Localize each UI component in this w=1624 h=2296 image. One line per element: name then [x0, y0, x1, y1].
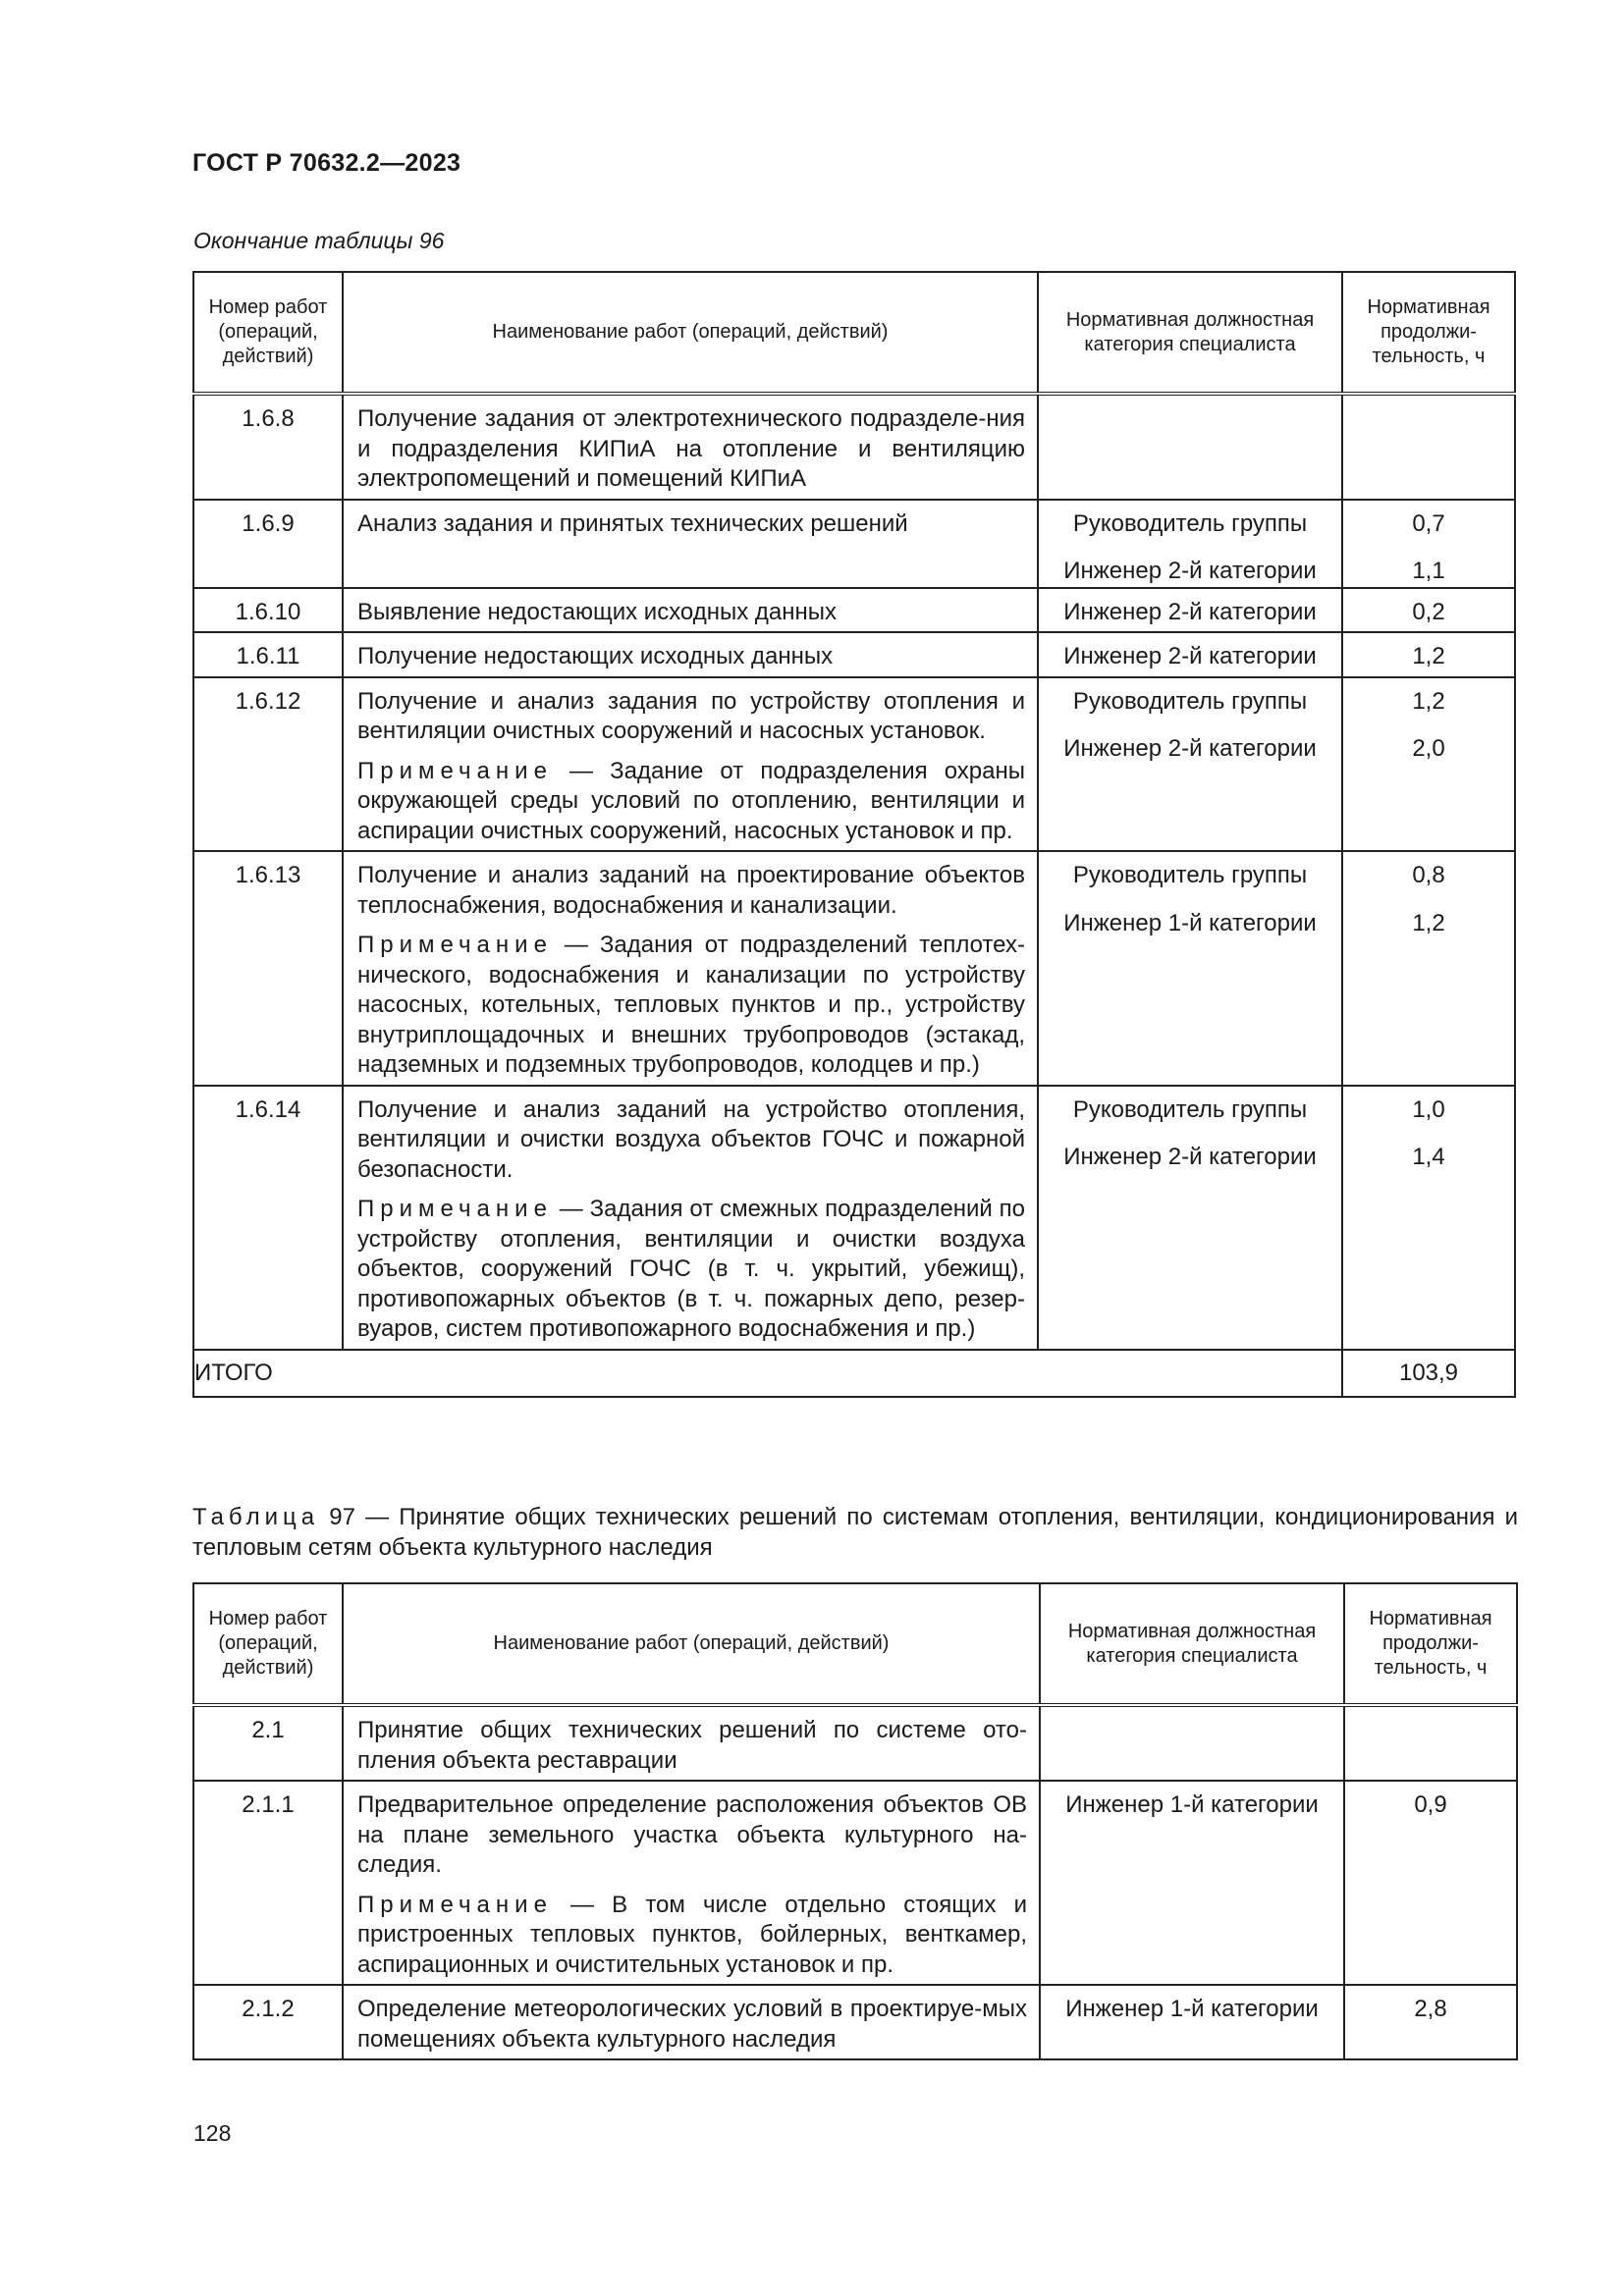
duration-value: 1,2 — [1412, 909, 1445, 936]
specialist-category: Инженер 2-й категории — [1063, 735, 1317, 762]
row-note — [357, 1891, 1027, 1981]
row-duration — [1342, 394, 1515, 500]
total-label: ИТОГО — [193, 1350, 1342, 1398]
specialist-category: Инженер 1-й категории — [1063, 909, 1317, 936]
note-text: — Задания от смежных подразделений по устройству отопления, вентиляции и очистки воздуха объектов, сооружений ГОЧС (в т. ч. укрытий, убежищ), противопожарных объектов (в т. ч. пожарных депо, резер-вуаров, систем противопожарного водоснабжения и пр.) — [357, 1196, 1025, 1342]
table-96 — [192, 271, 1516, 1398]
table-row — [193, 1086, 1515, 1350]
row-number: 1.6.12 — [193, 677, 343, 852]
row-note — [357, 757, 1025, 847]
row-number: 1.6.10 — [193, 588, 343, 633]
work-name-text: Принятие общих технических решений по системе ото-пления объекта реставрации — [357, 1717, 1027, 1774]
row-note — [357, 931, 1025, 1081]
row-specialist-category — [1038, 632, 1342, 677]
table-row — [193, 1705, 1517, 1781]
duration-value: 0,9 — [1414, 1791, 1447, 1818]
row-number: 2.1 — [193, 1705, 343, 1781]
row-work-name — [343, 394, 1038, 500]
work-name-text: Получение и анализ заданий на проектирование объектов теплоснабжения, водоснабжения и канализации. — [357, 862, 1025, 919]
specialist-category: Руководитель группы — [1072, 687, 1308, 715]
specialist-category: Инженер 1-й категории — [1065, 1791, 1319, 1818]
table-97-body — [193, 1583, 1517, 2059]
row-specialist-category — [1040, 1781, 1344, 1985]
note-label: Примечание — [357, 1196, 553, 1222]
duration-value: 1,0 — [1412, 1095, 1445, 1123]
duration-value: 1,2 — [1412, 643, 1445, 669]
row-number: 1.6.13 — [193, 851, 343, 1086]
row-work-name — [343, 1086, 1038, 1350]
row-work-name — [343, 1985, 1040, 2059]
work-name-text: Выявление недостающих исходных данных — [357, 598, 838, 625]
column-header-name: Наименование работ (операций, действий) — [343, 1583, 1040, 1705]
row-duration — [1342, 632, 1515, 677]
row-duration — [1342, 677, 1515, 852]
table-row — [193, 500, 1515, 588]
row-work-name — [343, 1705, 1040, 1781]
duration-value: 2,8 — [1414, 1996, 1447, 2022]
table-97 — [192, 1582, 1518, 2060]
table-row — [193, 1985, 1517, 2059]
table-row — [193, 851, 1515, 1086]
table-total-row — [193, 1350, 1515, 1398]
column-header-name: Наименование работ (операций, действий) — [343, 272, 1038, 394]
table-96-caption: Окончание таблицы 96 — [193, 228, 445, 253]
duration-value: 0,8 — [1412, 862, 1445, 888]
specialist-category: Инженер 2-й категории — [1063, 558, 1317, 584]
row-duration — [1342, 500, 1515, 588]
column-header-num: Номер работ (операций, действий) — [193, 1583, 343, 1705]
note-label: Примечание — [357, 1891, 553, 1918]
column-header-role: Нормативная должностная категория специалиста — [1040, 1583, 1344, 1705]
row-number: 1.6.8 — [193, 394, 343, 500]
specialist-category: Инженер 2-й категории — [1063, 598, 1317, 625]
column-header-duration: Нормативная продолжи-тельность, ч — [1344, 1583, 1517, 1705]
note-text: — В том числе отдельно стоящих и пристроенных тепловых пунктов, бойлерных, венткамер, аспирационных и очистительных установок и пр. — [357, 1891, 1027, 1978]
column-header-role: Нормативная должностная категория специалиста — [1038, 272, 1342, 394]
row-specialist-category — [1038, 1086, 1342, 1350]
work-name-text: Определение метеорологических условий в проектируе-мых помещениях объекта культурного наследия — [357, 1996, 1027, 2053]
table-row — [193, 677, 1515, 852]
specialist-category: Инженер 2-й категории — [1063, 1144, 1317, 1170]
work-name-text: Получение недостающих исходных данных — [357, 643, 834, 669]
row-note — [357, 1195, 1025, 1345]
row-work-name — [343, 851, 1038, 1086]
table-row — [193, 394, 1515, 500]
work-name-text: Получение и анализ заданий на устройство отопления, вентиляции и очистки воздуха объектов ГОЧС и пожарной безопасности. — [357, 1095, 1025, 1183]
table-97-caption-text: 97 — Принятие общих технических решений по системам отопления, вентиляции, кондиционирования и тепловым сетям объекта культурного наследия — [192, 1504, 1518, 1561]
row-duration — [1342, 1086, 1515, 1350]
work-name-text: Анализ задания и принятых технических решений — [357, 509, 908, 537]
table-header-row — [193, 1583, 1517, 1705]
row-specialist-category — [1040, 1985, 1344, 2059]
row-number: 1.6.11 — [193, 632, 343, 677]
table-96-body — [193, 272, 1515, 1397]
row-number: 1.6.9 — [193, 500, 343, 588]
total-value: 103,9 — [1342, 1350, 1515, 1398]
duration-value: 1,4 — [1412, 1144, 1445, 1170]
duration-value: 1,1 — [1412, 558, 1445, 584]
column-header-num: Номер работ (операций, действий) — [193, 272, 343, 394]
row-work-name — [343, 1781, 1040, 1985]
table-row — [193, 588, 1515, 633]
row-duration — [1344, 1781, 1517, 1985]
table-row — [193, 632, 1515, 677]
page-number: 128 — [193, 2120, 232, 2146]
table-row — [193, 1781, 1517, 1985]
work-name-text: Предварительное определение расположения объектов ОВ на плане земельного участка объекта культурного на-следия. — [357, 1791, 1027, 1878]
duration-value: 0,7 — [1412, 509, 1445, 537]
row-work-name — [343, 677, 1038, 852]
specialist-category: Инженер 1-й категории — [1065, 1996, 1319, 2022]
row-number: 1.6.14 — [193, 1086, 343, 1350]
row-duration — [1342, 851, 1515, 1086]
table-97-caption — [192, 1502, 1518, 1563]
row-work-name — [343, 588, 1038, 633]
row-specialist-category — [1040, 1705, 1344, 1781]
row-number: 2.1.2 — [193, 1985, 343, 2059]
specialist-category: Инженер 2-й категории — [1063, 643, 1317, 669]
row-work-name — [343, 500, 1038, 588]
row-duration — [1342, 588, 1515, 633]
row-work-name — [343, 632, 1038, 677]
row-specialist-category — [1038, 394, 1342, 500]
note-text: — Задание от подразделения охраны окружающей среды условий по отоплению, вентиляции и аспирации очистных сооружений, насосных установок и пр. — [357, 757, 1025, 844]
note-label: Примечание — [357, 932, 553, 958]
duration-value: 2,0 — [1412, 735, 1445, 762]
document-header: ГОСТ Р 70632.2—2023 — [192, 149, 461, 177]
row-specialist-category — [1038, 500, 1342, 588]
row-specialist-category — [1038, 851, 1342, 1086]
table-header-row — [193, 272, 1515, 394]
column-header-duration: Нормативная продолжи-тельность, ч — [1342, 272, 1515, 394]
specialist-category: Руководитель группы — [1072, 509, 1308, 537]
note-text: — Задания от подразделений теплотех-нического, водоснабжения и канализации по устройству насосных, котельных, тепловых пунктов и пр., устройству внутриплощадочных и внешних трубопроводов (эстакад, надземных и подземных трубопроводов, колодцев и пр.) — [357, 932, 1025, 1078]
row-number: 2.1.1 — [193, 1781, 343, 1985]
work-name-text: Получение и анализ задания по устройству отопления и вентиляции очистных сооружений и насосных установок. — [357, 687, 1025, 744]
row-specialist-category — [1038, 677, 1342, 852]
duration-value: 1,2 — [1412, 687, 1445, 715]
row-duration — [1344, 1705, 1517, 1781]
specialist-category: Руководитель группы — [1072, 862, 1308, 888]
work-name-text: Получение задания от электротехнического подразделе-ния и подразделения КИПиА на отопление и вентиляцию электропомещений и помещений КИПиА — [357, 405, 1025, 492]
table-97-caption-label: Таблица — [192, 1504, 320, 1530]
note-label: Примечание — [357, 757, 553, 784]
specialist-category: Руководитель группы — [1072, 1095, 1308, 1123]
row-duration — [1344, 1985, 1517, 2059]
duration-value: 0,2 — [1412, 598, 1445, 625]
row-specialist-category — [1038, 588, 1342, 633]
